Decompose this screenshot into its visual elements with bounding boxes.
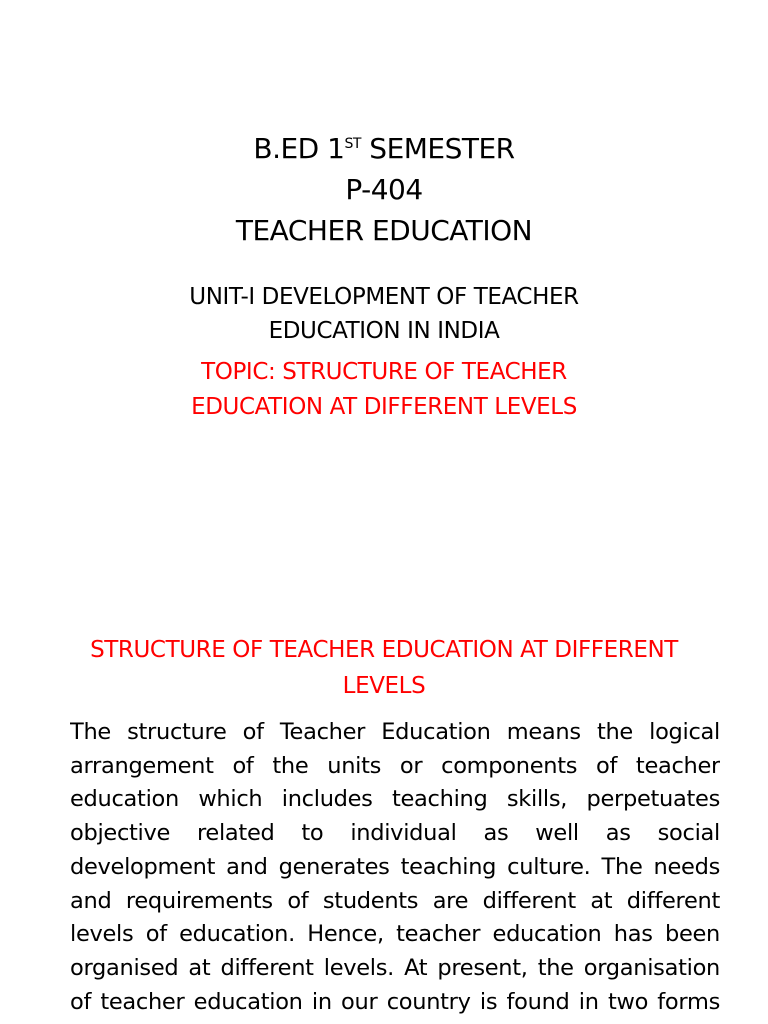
- title-slide: [0, 0, 768, 480]
- paragraph-line: The structure of Teacher Education means the logical: [70, 719, 720, 745]
- topic-line-1: TOPIC: STRUCTURE OF TEACHER: [201, 359, 567, 385]
- paragraph-line: objective related to individual as well as social: [70, 820, 720, 847]
- page-title: [0, 128, 768, 251]
- paragraph-line: development and generates teaching culture. The needs: [70, 853, 720, 880]
- paragraph-line: and requirements of students are different at different: [70, 887, 720, 914]
- section-heading-line-1: STRUCTURE OF TEACHER EDUCATION AT DIFFERENT: [90, 637, 678, 663]
- title-line-semester: [0, 128, 768, 169]
- section-heading-line-2: LEVELS: [342, 673, 426, 699]
- unit-line-2: EDUCATION IN INDIA: [268, 318, 500, 344]
- content-slide: [0, 480, 768, 1024]
- topic-line-2: EDUCATION AT DIFFERENT LEVELS: [191, 394, 577, 420]
- paragraph-line: education which includes teaching skills, perpetuates: [70, 786, 720, 813]
- paragraph-line: arrangement of the units or components of teacher: [70, 752, 720, 779]
- body-paragraph: [70, 716, 720, 1019]
- paragraph-line: of teacher education in our country is found in two forms: [70, 988, 720, 1015]
- paragraph-line: levels of education. Hence, teacher education has been: [70, 921, 720, 948]
- title-ordinal-suffix: ST: [344, 136, 361, 152]
- paragraph-line: organised at different levels. At present, the organisation: [70, 954, 720, 981]
- unit-line-1: UNIT-I DEVELOPMENT OF TEACHER: [189, 284, 579, 310]
- title-subject: TEACHER EDUCATION: [235, 214, 533, 247]
- section-heading: [60, 632, 708, 704]
- title-course: B.ED 1: [253, 132, 345, 165]
- title-paper-code: P-404: [345, 173, 423, 206]
- unit-heading: [60, 280, 708, 348]
- topic-heading: [60, 355, 708, 425]
- title-semester: SEMESTER: [360, 132, 515, 165]
